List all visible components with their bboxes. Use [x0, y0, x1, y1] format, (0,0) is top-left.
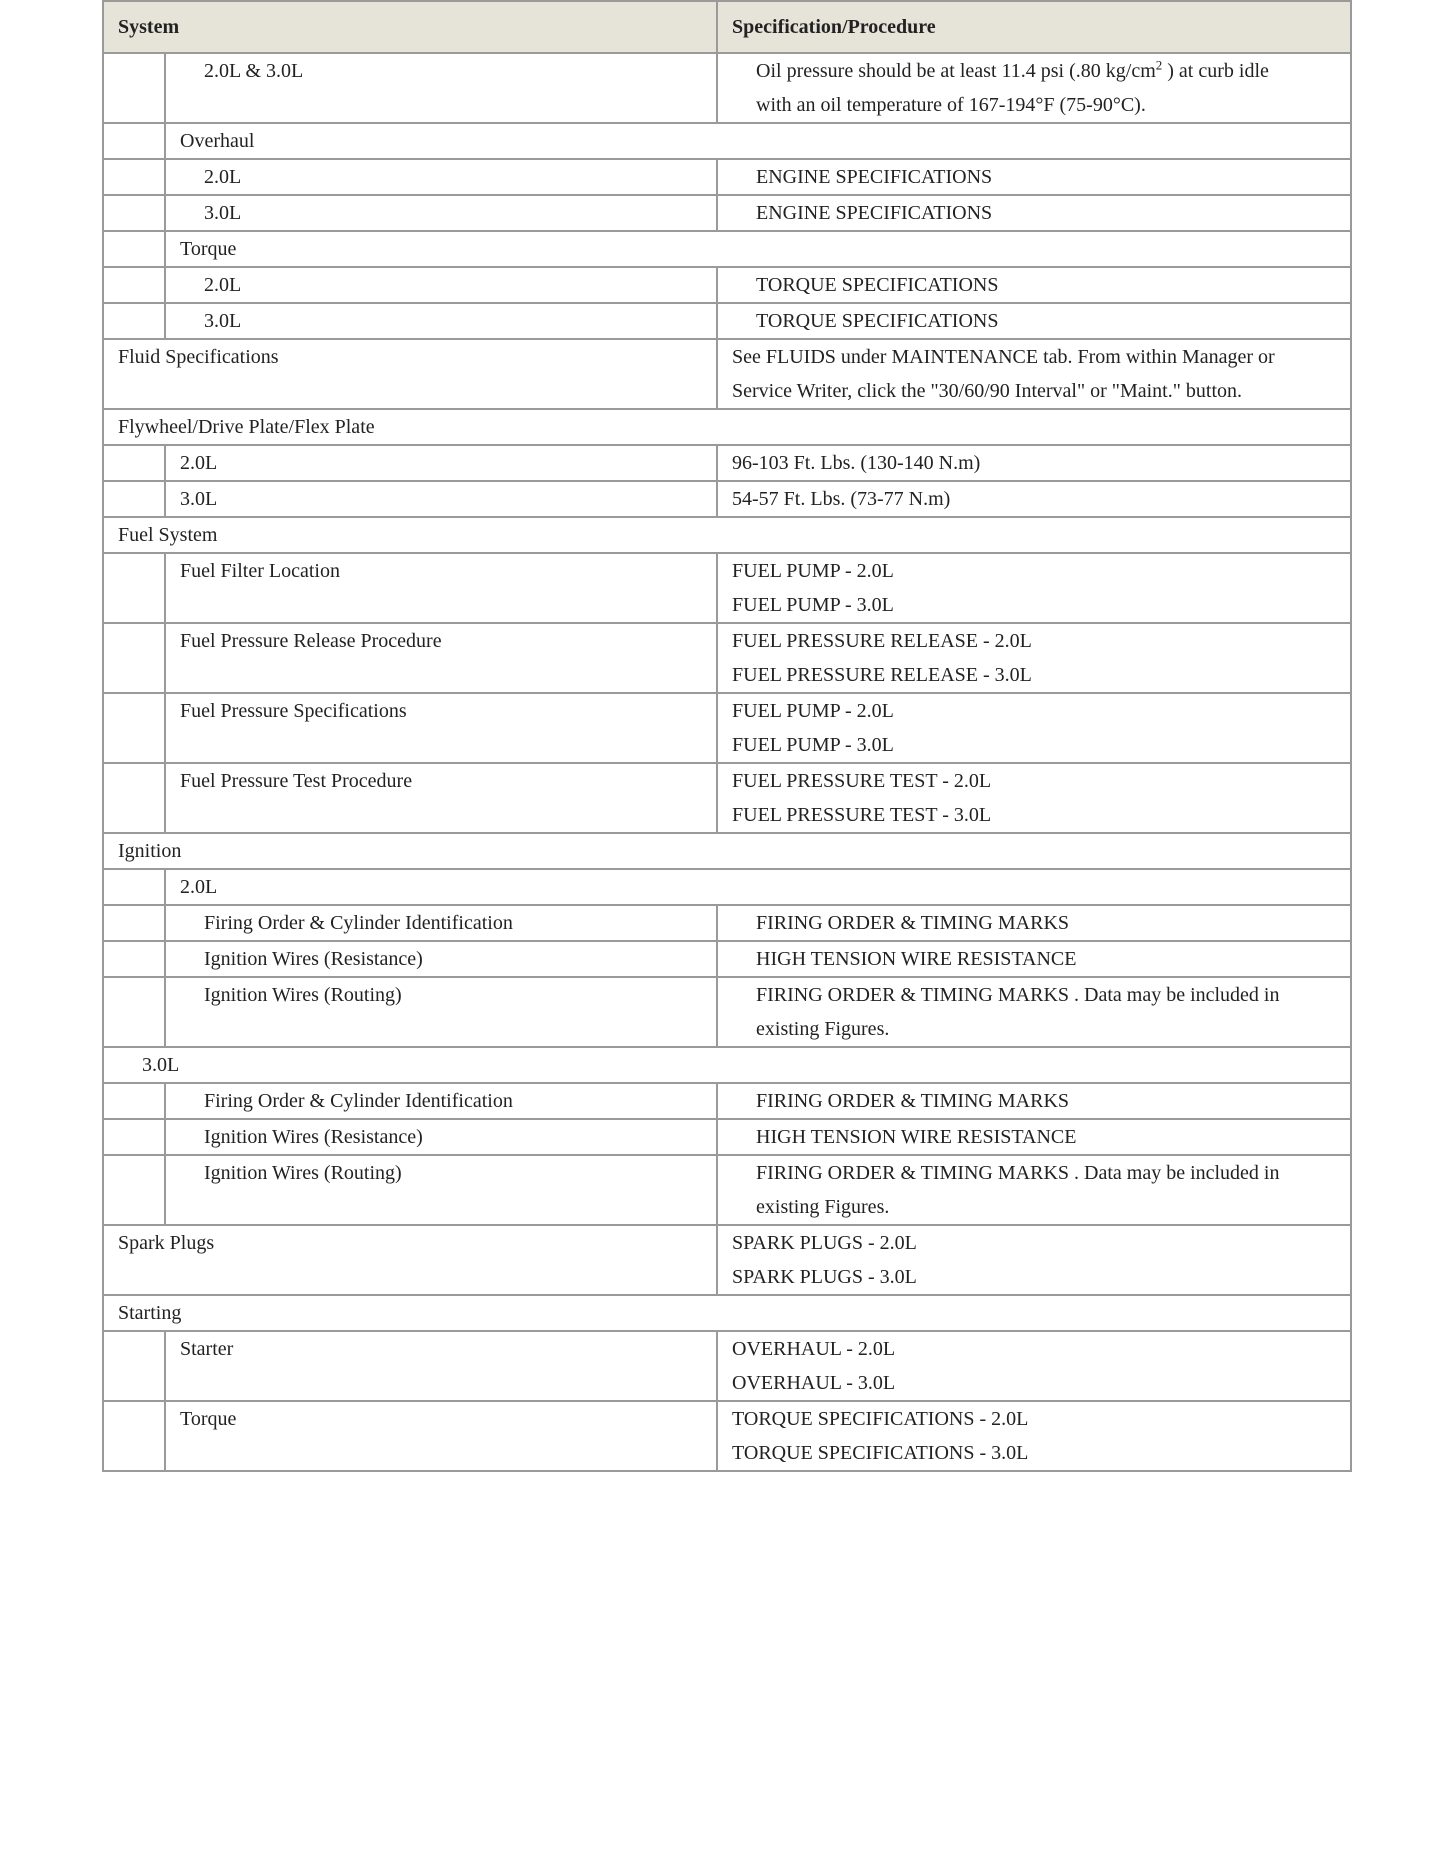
section-label: 3.0L	[103, 1047, 1351, 1083]
row-label: Torque	[165, 1401, 717, 1471]
table-row	[103, 123, 1351, 159]
row-label: 3.0L	[165, 195, 717, 231]
row-label: Fuel Pressure Specifications	[165, 693, 717, 763]
row-value-text: OVERHAUL - 2.0L	[732, 1338, 896, 1360]
section-label: Ignition	[103, 833, 1351, 869]
row-value-text: Oil pressure should be at least 11.4 psi (.80 kg/cm	[756, 60, 1156, 82]
row-label: Starter	[165, 1331, 717, 1401]
row-label: Firing Order & Cylinder Identification	[165, 1083, 717, 1119]
superscript: 2	[1155, 57, 1163, 73]
indent-cell	[103, 1155, 165, 1225]
row-value	[717, 1225, 1351, 1295]
table-row	[103, 977, 1351, 1047]
table-row	[103, 1119, 1351, 1155]
row-value: ENGINE SPECIFICATIONS	[717, 195, 1351, 231]
section-label: Overhaul	[165, 123, 1351, 159]
indent-cell	[103, 231, 165, 267]
row-value	[717, 977, 1351, 1047]
row-value: TORQUE SPECIFICATIONS	[717, 267, 1351, 303]
row-value-text: SPARK PLUGS - 2.0L	[732, 1232, 917, 1254]
indent-cell	[103, 123, 165, 159]
table-row	[103, 869, 1351, 905]
indent-cell	[103, 53, 165, 123]
section-label: Fuel System	[103, 517, 1351, 553]
indent-cell	[103, 763, 165, 833]
table-row	[103, 833, 1351, 869]
row-value-text: FUEL PUMP - 3.0L	[732, 594, 894, 616]
row-value	[717, 1155, 1351, 1225]
row-label: Ignition Wires (Resistance)	[165, 941, 717, 977]
table-row	[103, 623, 1351, 693]
row-value-text: FUEL PUMP - 2.0L	[732, 560, 894, 582]
row-value-text: TORQUE SPECIFICATIONS - 3.0L	[732, 1442, 1029, 1464]
section-label: Flywheel/Drive Plate/Flex Plate	[103, 409, 1351, 445]
section-label: Torque	[165, 231, 1351, 267]
section-label: Starting	[103, 1295, 1351, 1331]
row-value: ENGINE SPECIFICATIONS	[717, 159, 1351, 195]
indent-cell	[103, 941, 165, 977]
table-row	[103, 1225, 1351, 1295]
row-value-text: OVERHAUL - 3.0L	[732, 1372, 896, 1394]
row-label: 2.0L	[165, 267, 717, 303]
row-value: HIGH TENSION WIRE RESISTANCE	[717, 1119, 1351, 1155]
indent-cell	[103, 195, 165, 231]
table-row	[103, 553, 1351, 623]
table-row	[103, 1401, 1351, 1471]
row-label: 2.0L	[165, 159, 717, 195]
table-row	[103, 1083, 1351, 1119]
table-header-row	[103, 1, 1351, 53]
table-row	[103, 763, 1351, 833]
row-value-text: FIRING ORDER & TIMING MARKS . Data may be included in	[756, 1162, 1280, 1184]
row-label: Fuel Filter Location	[165, 553, 717, 623]
table-row	[103, 1155, 1351, 1225]
table-row	[103, 1331, 1351, 1401]
row-value-text: FUEL PUMP - 2.0L	[732, 700, 894, 722]
column-header-system: System	[103, 1, 717, 53]
row-value: FIRING ORDER & TIMING MARKS	[717, 1083, 1351, 1119]
indent-cell	[103, 905, 165, 941]
row-value-text: with an oil temperature of 167-194°F (75-90°C).	[756, 94, 1146, 116]
indent-cell	[103, 481, 165, 517]
table-row	[103, 905, 1351, 941]
indent-cell	[103, 1083, 165, 1119]
row-label: Fuel Pressure Test Procedure	[165, 763, 717, 833]
indent-cell	[103, 553, 165, 623]
row-label: Fuel Pressure Release Procedure	[165, 623, 717, 693]
row-value: 96-103 Ft. Lbs. (130-140 N.m)	[717, 445, 1351, 481]
row-value: 54-57 Ft. Lbs. (73-77 N.m)	[717, 481, 1351, 517]
row-label: 2.0L	[165, 445, 717, 481]
row-value	[717, 763, 1351, 833]
row-value	[717, 53, 1351, 123]
row-value-text: TORQUE SPECIFICATIONS - 2.0L	[732, 1408, 1029, 1430]
row-value	[717, 1331, 1351, 1401]
row-label: 3.0L	[165, 303, 717, 339]
indent-cell	[103, 623, 165, 693]
row-value-text: Service Writer, click the "30/60/90 Interval" or "Maint." button.	[732, 380, 1243, 402]
table-row	[103, 231, 1351, 267]
table-row	[103, 53, 1351, 123]
row-value-text: FUEL PRESSURE TEST - 2.0L	[732, 770, 992, 792]
row-value	[717, 553, 1351, 623]
indent-cell	[103, 267, 165, 303]
section-label: 2.0L	[165, 869, 1351, 905]
row-label: Ignition Wires (Routing)	[165, 1155, 717, 1225]
table-row	[103, 159, 1351, 195]
indent-cell	[103, 869, 165, 905]
table-row	[103, 693, 1351, 763]
row-label: Ignition Wires (Routing)	[165, 977, 717, 1047]
indent-cell	[103, 303, 165, 339]
table-row	[103, 941, 1351, 977]
table-row	[103, 339, 1351, 409]
table-row	[103, 1295, 1351, 1331]
table-row	[103, 1047, 1351, 1083]
table-row	[103, 517, 1351, 553]
indent-cell	[103, 1119, 165, 1155]
row-value-text: FIRING ORDER & TIMING MARKS . Data may be included in	[756, 984, 1280, 1006]
table-row	[103, 195, 1351, 231]
indent-cell	[103, 1401, 165, 1471]
row-value: TORQUE SPECIFICATIONS	[717, 303, 1351, 339]
row-value-text: SPARK PLUGS - 3.0L	[732, 1266, 917, 1288]
row-value	[717, 1401, 1351, 1471]
row-value-text: existing Figures.	[756, 1196, 890, 1218]
indent-cell	[103, 159, 165, 195]
row-label: Fluid Specifications	[103, 339, 717, 409]
row-value	[717, 693, 1351, 763]
row-value: HIGH TENSION WIRE RESISTANCE	[717, 941, 1351, 977]
table-row	[103, 409, 1351, 445]
row-value: FIRING ORDER & TIMING MARKS	[717, 905, 1351, 941]
row-label: 2.0L & 3.0L	[165, 53, 717, 123]
row-label: Ignition Wires (Resistance)	[165, 1119, 717, 1155]
table-row	[103, 303, 1351, 339]
row-value	[717, 623, 1351, 693]
row-label: Spark Plugs	[103, 1225, 717, 1295]
specification-table	[102, 0, 1352, 1472]
row-value-text: FUEL PRESSURE RELEASE - 3.0L	[732, 664, 1032, 686]
indent-cell	[103, 445, 165, 481]
row-value-text: ) at curb idle	[1162, 60, 1269, 82]
row-value-text: FUEL PRESSURE TEST - 3.0L	[732, 804, 992, 826]
indent-cell	[103, 693, 165, 763]
row-value-text: See FLUIDS under MAINTENANCE tab. From within Manager or	[732, 346, 1275, 368]
row-value-text: FUEL PRESSURE RELEASE - 2.0L	[732, 630, 1032, 652]
table-row	[103, 445, 1351, 481]
table-row	[103, 267, 1351, 303]
table-row	[103, 481, 1351, 517]
row-value	[717, 339, 1351, 409]
indent-cell	[103, 977, 165, 1047]
indent-cell	[103, 1331, 165, 1401]
column-header-spec: Specification/Procedure	[717, 1, 1351, 53]
row-label: Firing Order & Cylinder Identification	[165, 905, 717, 941]
row-value-text: existing Figures.	[756, 1018, 890, 1040]
row-label: 3.0L	[165, 481, 717, 517]
row-value-text: FUEL PUMP - 3.0L	[732, 734, 894, 756]
